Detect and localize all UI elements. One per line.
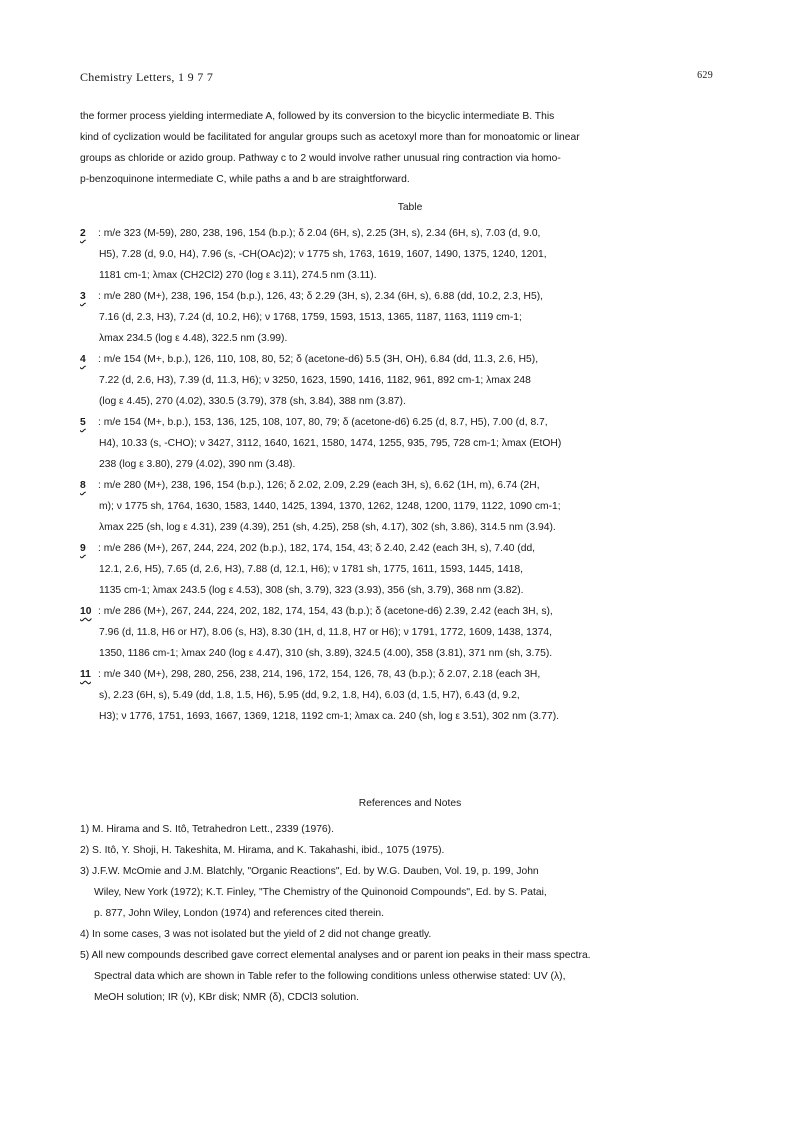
compound-number: 11: [80, 669, 91, 680]
entry-line: : m/e 154 (M+, b.p.), 126, 110, 108, 80, 52; δ (acetone-d6) 5.5 (3H, OH), 6.84 (dd, 11.3, 2.6, H5),: [98, 354, 539, 365]
reference-line: Spectral data which are shown in Table refer to the following conditions unless otherwise stated: UV (λ),: [94, 971, 566, 982]
page-number: 629: [697, 70, 713, 81]
references-list: [80, 819, 740, 1008]
reference-2: [80, 840, 740, 861]
entry-line: H5), 7.28 (d, 9.0, H4), 7.96 (s, -CH(OAc)2); ν 1775 sh, 1763, 1619, 1607, 1490, 1375, 1240, 1201,: [99, 249, 547, 260]
entry-line: : m/e 323 (M-59), 280, 238, 196, 154 (b.p.); δ 2.04 (6H, s), 2.25 (3H, s), 2.34 (6H, s), 7.03 (d, 9.0,: [98, 228, 541, 239]
reference-line: Wiley, New York (1972); K.T. Finley, "The Chemistry of the Quinonoid Compounds", Ed. by S. Patai,: [94, 887, 547, 898]
intro-line: p-benzoquinone intermediate C, while paths a and b are straightforward.: [80, 174, 410, 185]
intro-line: the former process yielding intermediate A, followed by its conversion to the bicyclic intermediate B. This: [80, 111, 555, 122]
table-entry-9: [80, 538, 740, 601]
intro-line: kind of cyclization would be facilitated for angular groups such as acetoxyl more than for monoatomic or linear: [80, 132, 580, 143]
reference-1: [80, 819, 740, 840]
table-title: Table: [397, 202, 423, 213]
reference-line: p. 877, John Wiley, London (1974) and references cited therein.: [94, 908, 385, 919]
intro-line: groups as chloride or azido group. Pathway c to 2 would involve rather unusual ring contraction via homo-: [80, 153, 561, 164]
entry-line: 1181 cm-1; λmax (CH2Cl2) 270 (log ε 3.11), 274.5 nm (3.11).: [99, 270, 377, 281]
entry-line: H3); ν 1776, 1751, 1693, 1667, 1369, 1218, 1192 cm-1; λmax ca. 240 (sh, log ε 3.51), 302 nm (3.77).: [99, 711, 560, 722]
entry-line: s), 2.23 (6H, s), 5.49 (dd, 1.8, 1.5, H6), 5.95 (dd, 9.2, 1.8, H4), 6.03 (d, 1.5, H7), 6.43 (d, 9.2,: [99, 690, 520, 701]
spectral-data-table: [80, 223, 740, 727]
compound-number: 4: [80, 354, 86, 365]
compound-number: 3: [80, 291, 86, 302]
entry-line: λmax 225 (sh, log ε 4.31), 239 (4.39), 251 (sh, 4.25), 258 (sh, 4.17), 302 (sh, 3.86), 314.5 nm (3.94).: [99, 522, 556, 533]
entry-line: 7.96 (d, 11.8, H6 or H7), 8.06 (s, H3), 8.30 (1H, d, 11.8, H7 or H6); ν 1791, 1772, 1609, 1438, 1374,: [99, 627, 552, 638]
table-entry-3: [80, 286, 740, 349]
table-entry-11: [80, 664, 740, 727]
entry-line: λmax 234.5 (log ε 4.48), 322.5 nm (3.99).: [99, 333, 288, 344]
reference-4: [80, 924, 740, 945]
entry-line: H4), 10.33 (s, -CHO); ν 3427, 3112, 1640, 1621, 1580, 1474, 1255, 935, 795, 728 cm-1; λmax (EtOH): [99, 438, 562, 449]
entry-line: 7.16 (d, 2.3, H3), 7.24 (d, 10.2, H6); ν 1768, 1759, 1593, 1513, 1365, 1187, 1163, 1119 cm-1;: [99, 312, 522, 323]
compound-number: 5: [80, 417, 86, 428]
entry-line: : m/e 340 (M+), 298, 280, 256, 238, 214, 196, 172, 154, 126, 78, 43 (b.p.); δ 2.07, 2.18 (each 3H,: [98, 669, 541, 680]
intro-paragraph: [80, 106, 740, 190]
entry-line: 238 (log ε 3.80), 279 (4.02), 390 nm (3.48).: [99, 459, 296, 470]
entry-line: : m/e 286 (M+), 267, 244, 224, 202, 182, 174, 154, 43 (b.p.); δ (acetone-d6) 2.39, 2.42 (each 3H, s),: [98, 606, 553, 617]
reference-line: 5) All new compounds described gave correct elemental analyses and or parent ion peaks in their mass spectra.: [80, 950, 591, 961]
entry-line: m); ν 1775 sh, 1764, 1630, 1583, 1440, 1425, 1394, 1370, 1262, 1248, 1200, 1179, 1122, 1090 cm-1;: [99, 501, 561, 512]
compound-number: 9: [80, 543, 86, 554]
reference-line: 2) S. Itô, Y. Shoji, H. Takeshita, M. Hirama, and K. Takahashi, ibid., 1075 (1975).: [80, 845, 445, 856]
table-entry-10: [80, 601, 740, 664]
compound-number: 2: [80, 228, 86, 239]
entry-line: : m/e 154 (M+, b.p.), 153, 136, 125, 108, 107, 80, 79; δ (acetone-d6) 6.25 (d, 8.7, H5), 7.00 (d, 8.7,: [98, 417, 548, 428]
references-title: References and Notes: [358, 798, 462, 809]
entry-line: : m/e 286 (M+), 267, 244, 224, 202 (b.p.), 182, 174, 154, 43; δ 2.40, 2.42 (each 3H, s), 7.40 (dd,: [98, 543, 536, 554]
table-entry-2: [80, 223, 740, 286]
reference-3: [80, 861, 740, 924]
table-entry-4: [80, 349, 740, 412]
page-header: [80, 70, 713, 86]
entry-line: 7.22 (d, 2.6, H3), 7.39 (d, 11.3, H6); ν 3250, 1623, 1590, 1416, 1182, 961, 892 cm-1; λmax 248: [99, 375, 531, 386]
entry-line: : m/e 280 (M+), 238, 196, 154 (b.p.), 126; δ 2.02, 2.09, 2.29 (each 3H, s), 6.62 (1H, m), 6.74 (2H,: [98, 480, 540, 491]
entry-line: 1350, 1186 cm-1; λmax 240 (log ε 4.47), 310 (sh, 3.89), 324.5 (4.00), 358 (3.81), 371 nm (sh, 3.75).: [99, 648, 553, 659]
reference-line: 4) In some cases, 3 was not isolated but the yield of 2 did not change greatly.: [80, 929, 432, 940]
entry-line: 12.1, 2.6, H5), 7.65 (d, 2.6, H3), 7.88 (d, 12.1, H6); ν 1781 sh, 1775, 1611, 1593, 1445, 1418,: [99, 564, 523, 575]
entry-line: 1135 cm-1; λmax 243.5 (log ε 4.53), 308 (sh, 3.79), 323 (3.93), 356 (sh, 3.79), 368 nm (3.82).: [99, 585, 524, 596]
entry-line: : m/e 280 (M+), 238, 196, 154 (b.p.), 126, 43; δ 2.29 (3H, s), 2.34 (6H, s), 6.88 (dd, 10.2, 2.3, H5),: [98, 291, 544, 302]
table-entry-8: [80, 475, 740, 538]
compound-number: 10: [80, 606, 92, 617]
reference-line: 1) M. Hirama and S. Itô, Tetrahedron Lett., 2339 (1976).: [80, 824, 334, 835]
table-entry-5: [80, 412, 740, 475]
entry-line: (log ε 4.45), 270 (4.02), 330.5 (3.79), 378 (sh, 3.84), 388 nm (3.87).: [99, 396, 406, 407]
reference-line: MeOH solution; IR (ν), KBr disk; NMR (δ), CDCl3 solution.: [94, 992, 359, 1003]
compound-number: 8: [80, 480, 86, 491]
reference-line: 3) J.F.W. McOmie and J.M. Blatchly, "Organic Reactions", Ed. by W.G. Dauben, Vol. 19, p. 199, John: [80, 866, 539, 877]
reference-5: [80, 945, 740, 1008]
journal-title: Chemistry Letters, 1 9 7 7: [80, 70, 214, 84]
